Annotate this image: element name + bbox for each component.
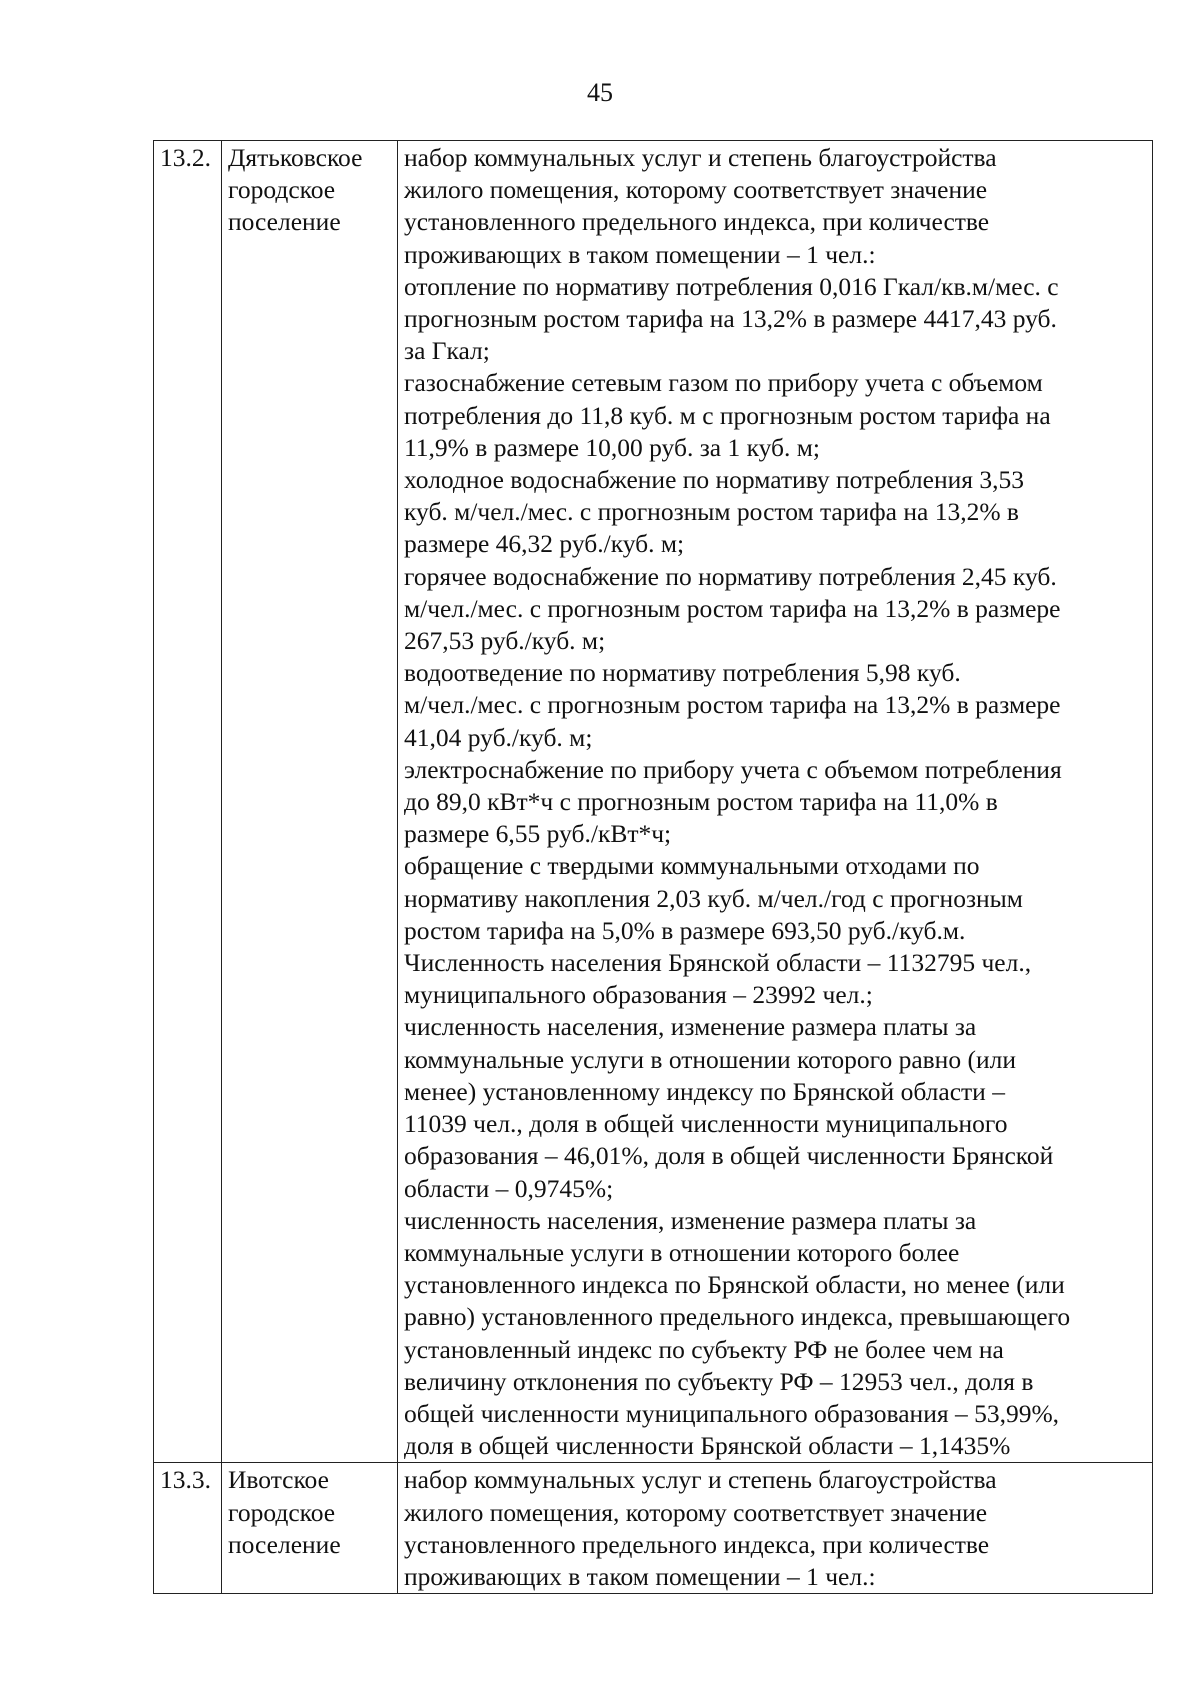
description-line: величину отклонения по субъекту РФ – 12953 чел., доля в	[404, 1366, 1034, 1396]
municipality-name-line: поселение	[228, 207, 341, 237]
description-line: жилого помещения, которому соответствует значение	[404, 1497, 988, 1527]
description-line: коммунальные услуги в отношении которого равно (или	[404, 1044, 1016, 1074]
description-line: области – 0,9745%;	[404, 1173, 614, 1203]
description-line: муниципального образования – 23992 чел.;	[404, 980, 873, 1010]
description-line: образования – 46,01%, доля в общей численности Брянской	[404, 1141, 1054, 1171]
description-line: проживающих в таком помещении – 1 чел.:	[404, 1561, 876, 1591]
description-line: установленного предельного индекса, при количестве	[404, 1529, 990, 1559]
municipality-name-line: Ивотское	[228, 1465, 329, 1495]
description-line: 11,9% в размере 10,00 руб. за 1 куб. м;	[404, 432, 820, 462]
description-line: 41,04 руб./куб. м;	[404, 722, 593, 752]
description-line: Численность населения Брянской области – 1132795 чел.,	[404, 948, 1032, 978]
municipality-cell	[222, 141, 398, 1463]
description-line: нормативу накопления 2,03 куб. м/чел./год с прогнозным	[404, 883, 1023, 913]
description-line: газоснабжение сетевым газом по прибору учета с объемом	[404, 368, 1043, 398]
description-line: коммунальные услуги в отношении которого более	[404, 1237, 960, 1267]
description-line: установленного индекса по Брянской области, но менее (или	[404, 1270, 1065, 1300]
municipality-name-line: Дятьковское	[228, 143, 363, 172]
description-line: общей численности муниципального образования – 53,99%,	[404, 1398, 1060, 1428]
description-line: проживающих в таком помещении – 1 чел.:	[404, 239, 876, 269]
description-line: холодное водоснабжение по нормативу потребления 3,53	[404, 465, 1024, 495]
table-row	[154, 1463, 1153, 1594]
description-line: м/чел./мес. с прогнозным ростом тарифа на 13,2% в размере	[404, 593, 1061, 623]
description-line: отопление по нормативу потребления 0,016 Гкал/кв.м/мес. с	[404, 271, 1059, 301]
row-number-cell: 13.3.	[154, 1463, 222, 1594]
description-line: численность населения, изменение размера платы за	[404, 1205, 977, 1235]
description-cell	[398, 1463, 1153, 1594]
description-line: 11039 чел., доля в общей численности муниципального	[404, 1109, 1008, 1139]
description-line: установленный индекс по субъекту РФ не более чем на	[404, 1334, 1004, 1364]
table-body	[154, 141, 1153, 1594]
description-line: размере 6,55 руб./кВт*ч;	[404, 819, 672, 849]
description-line: водоотведение по нормативу потребления 5,98 куб.	[404, 658, 961, 688]
page-number: 45	[587, 78, 613, 107]
description-line: менее) установленному индексу по Брянской области –	[404, 1076, 1005, 1106]
description-line: 267,53 руб./куб. м;	[404, 626, 606, 656]
table-row	[154, 141, 1153, 1463]
municipality-cell	[222, 1463, 398, 1594]
description-line: потребления до 11,8 куб. м с прогнозным ростом тарифа на	[404, 400, 1051, 430]
description-cell	[398, 141, 1153, 1463]
tariff-table	[153, 140, 1153, 1594]
description-line: набор коммунальных услуг и степень благоустройства	[404, 143, 997, 172]
description-line: установленного предельного индекса, при количестве	[404, 207, 990, 237]
description-line: равно) установленного предельного индекса, превышающего	[404, 1302, 1071, 1332]
description-line: за Гкал;	[404, 336, 490, 366]
description-line: горячее водоснабжение по нормативу потребления 2,45 куб.	[404, 561, 1057, 591]
description-line: набор коммунальных услуг и степень благоустройства	[404, 1465, 997, 1495]
description-line: до 89,0 кВт*ч с прогнозным ростом тарифа на 11,0% в	[404, 787, 998, 817]
description-line: размере 46,32 руб./куб. м;	[404, 529, 685, 559]
municipality-name-line: городское	[228, 175, 336, 205]
description-line: электроснабжение по прибору учета с объемом потребления	[404, 754, 1062, 784]
municipality-name-line: поселение	[228, 1529, 341, 1559]
description-line: куб. м/чел./мес. с прогнозным ростом тарифа на 13,2% в	[404, 497, 1019, 527]
description-line: жилого помещения, которому соответствует значение	[404, 175, 988, 205]
row-number-cell: 13.2.	[154, 141, 222, 1463]
description-line: доля в общей численности Брянской области – 1,1435%	[404, 1431, 1011, 1461]
municipality-name-line: городское	[228, 1497, 336, 1527]
description-line: обращение с твердыми коммунальными отходами по	[404, 851, 980, 881]
description-line: прогнозным ростом тарифа на 13,2% в размере 4417,43 руб.	[404, 304, 1057, 334]
description-line: м/чел./мес. с прогнозным ростом тарифа на 13,2% в размере	[404, 690, 1061, 720]
description-line: ростом тарифа на 5,0% в размере 693,50 руб./куб.м.	[404, 915, 966, 945]
description-line: численность населения, изменение размера платы за	[404, 1012, 977, 1042]
